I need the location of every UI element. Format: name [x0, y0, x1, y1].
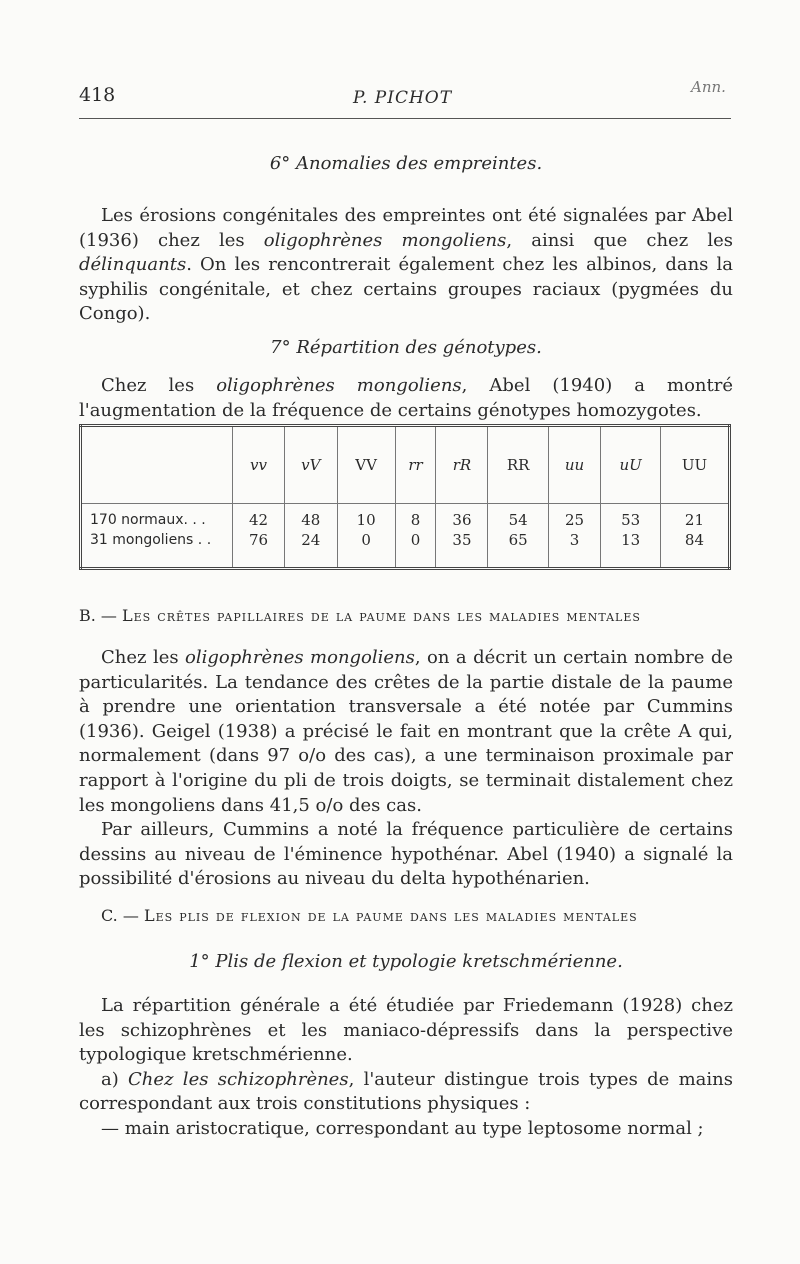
table-header-cell: RR [488, 426, 548, 504]
table-header-cell: rR [436, 426, 488, 504]
cell-value: 53 [621, 511, 641, 529]
table-cell [601, 504, 661, 569]
sectionB-heading [79, 604, 733, 629]
cell-value: 54 [508, 511, 528, 529]
table-cell [660, 504, 729, 569]
section6-paragraph [79, 204, 733, 327]
cell-value: 65 [508, 531, 528, 549]
text-run: , Abel (1940) a montré l'augmentation de la fréquence de certains génotypes homozygotes. [79, 375, 733, 421]
sectionB-body [79, 646, 733, 892]
table-cell [548, 504, 601, 569]
sectionC-paragraph [79, 1068, 733, 1117]
page-header [79, 78, 729, 114]
cell-value: 10 [356, 511, 376, 529]
table-header-cell: rr [395, 426, 436, 504]
table-header-cell: UU [660, 426, 729, 504]
sectionB-paragraph: Par ailleurs, Cummins a noté la fréquence particulière de certains dessins au niveau de l'éminence hypothénar. Abel (1940) a signalé la possibilité d'érosions au niveau du delta hypothénarien. [79, 819, 733, 890]
table-cell [285, 504, 338, 569]
cell-value: 3 [569, 531, 580, 549]
sectionC-heading [79, 904, 733, 929]
text-run-italic: délinquants [79, 254, 187, 276]
table-cell [233, 504, 285, 569]
text-run-italic: oligophrènes mongoliens [263, 229, 507, 251]
header-rule [79, 118, 731, 119]
row-label: 31 mongoliens . . [90, 532, 212, 548]
cell-value: 48 [301, 511, 321, 529]
cell-value: 25 [564, 511, 585, 529]
cell-value: 76 [248, 531, 269, 549]
cell-value: 35 [452, 531, 472, 549]
table-header-cell: vV [285, 426, 338, 504]
heading-text: Les plis de flexion de la paume dans les maladies mentales [143, 906, 638, 925]
table-header-cell: vv [233, 426, 285, 504]
text-run: a) [101, 1068, 129, 1090]
heading-text: Les crêtes papillaires de la paume dans les maladies mentales [122, 606, 641, 625]
table-cell [488, 504, 548, 569]
section6-body [79, 204, 733, 327]
section7-paragraph [79, 374, 733, 423]
margin-note: Ann. [691, 78, 726, 96]
row-label: 170 normaux. . . [90, 512, 206, 528]
table-cell [337, 504, 395, 569]
cell-value: 84 [684, 531, 704, 549]
section7-title: 7° Répartition des génotypes. [270, 337, 542, 358]
table-corner-cell [81, 426, 233, 504]
text-run: , l'auteur distingue trois types de mains correspondant aux trois constitutions physiques : [79, 1068, 733, 1115]
table-cell [436, 504, 488, 569]
genotype-table [79, 424, 731, 570]
text-run: Chez les [101, 375, 217, 396]
heading-letter: C. — [101, 906, 144, 925]
cell-value: 21 [684, 511, 704, 529]
text-run: Chez les [101, 647, 186, 668]
table-header-row [81, 426, 730, 504]
text-run-italic: Chez les schizophrènes [128, 1068, 349, 1090]
text-run: . On les rencontrerait également chez les albinos, dans la syphilis congénitale, et chez certains groupes raciaux (pygmées du Congo). [79, 254, 733, 325]
text-run: , on a décrit un certain nombre de particularités. La tendance des crêtes de la partie distale de la paume à prendre une orientation transversale a été notée par Cummins (1936). Geigel (1938) a précisé le fait en montrant que la crête A qui, normalement (dans 97 o/o des cas), a une terminaison proximale par rapport à l'origine du pli de trois doigts, se terminait distalement chez les mongoliens dans 41,5 o/o des cas. [79, 647, 733, 816]
text-run: Les érosions congénitales des empreintes ont été signalées par Abel (1936) chez les [79, 205, 733, 251]
table-row [81, 504, 730, 569]
sectionC-body [79, 994, 733, 1142]
sectionB-paragraph [79, 646, 733, 818]
sectionC-subtitle: 1° Plis de flexion et typologie kretschmérienne. [189, 951, 623, 972]
cell-value: 8 [410, 511, 421, 529]
running-title: P. PICHOT [353, 88, 453, 108]
cell-value: 13 [621, 531, 641, 549]
table-cell [395, 504, 436, 569]
sectionC-paragraph: — main aristocratique, correspondant au type leptosome normal ; [101, 1117, 704, 1139]
text-run-italic: oligophrènes mongoliens [216, 375, 462, 396]
cell-value: 0 [361, 531, 371, 549]
section7-body [79, 374, 733, 423]
cell-value: 24 [301, 531, 321, 549]
section6-title: 6° Anomalies des empreintes. [269, 153, 543, 174]
cell-value: 0 [410, 531, 421, 549]
heading-letter: B. — [79, 606, 123, 625]
sectionC-paragraph: La répartition générale a été étudiée par Friedemann (1928) chez les schizophrènes et les maniaco-dépressifs dans la perspective typologique kretschmérienne. [79, 995, 733, 1066]
row-label-cell [81, 504, 233, 569]
cell-value: 36 [452, 511, 472, 529]
page-number: 418 [79, 84, 116, 106]
text-run-italic: oligophrènes mongoliens [185, 647, 415, 668]
table-header-cell: uu [548, 426, 601, 504]
cell-value: 42 [248, 511, 269, 529]
table-header-cell: VV [337, 426, 395, 504]
table-header-cell: uU [601, 426, 661, 504]
text-run: , ainsi que chez les [506, 229, 733, 251]
